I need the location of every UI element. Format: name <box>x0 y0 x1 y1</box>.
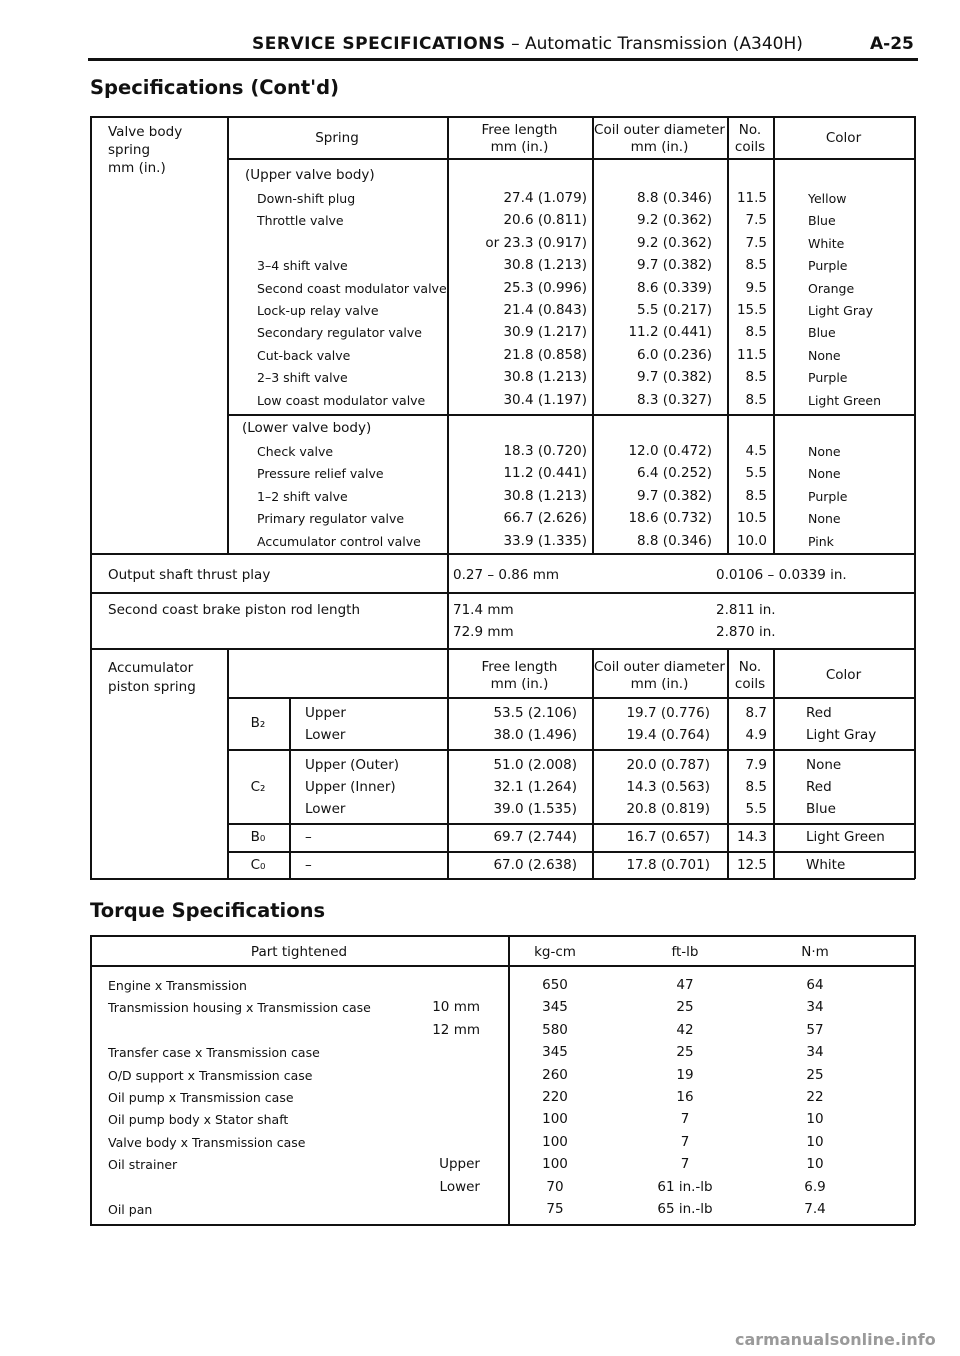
col-color: Color <box>825 130 862 146</box>
thrust-play-in: 0.0106 – 0.0339 in. <box>716 567 847 583</box>
valve-body-label: Valve body spring mm (in.) <box>108 124 183 176</box>
color-value: Purple <box>808 488 848 504</box>
col-coil-od: Coil outer diameter mm (in.) <box>594 122 725 155</box>
coil-od-value: 9.7 (0.382) <box>637 369 712 386</box>
torque-nm: 10 <box>806 1156 824 1173</box>
coil-od-value: 12.0 (0.472) <box>628 443 712 459</box>
coil-od-value: 6.0 (0.236) <box>637 346 712 363</box>
color-value: None <box>808 466 841 482</box>
torque-part: Oil pump x Transmission case <box>108 1090 294 1105</box>
upper-valve-body-title: (Upper valve body) <box>245 167 375 183</box>
position-label: Upper (Outer) <box>305 757 400 773</box>
col-coils: No. coils <box>734 122 766 155</box>
spring-name: Secondary regulator valve <box>257 325 422 341</box>
color-value: None <box>808 444 841 459</box>
color-value: Yellow <box>808 191 847 206</box>
col-free-length: Free length mm (in.) <box>481 122 558 155</box>
coils-value: 5.5 <box>745 801 767 817</box>
color-value: Light Gray <box>806 727 877 743</box>
thrust-play-label: Output shaft thrust play <box>108 567 271 583</box>
color-value: None <box>808 511 841 527</box>
page-header-title: SERVICE SPECIFICATIONS – Automatic Transmission (A340H) <box>252 34 803 54</box>
torque-nm: 34 <box>806 999 824 1016</box>
color-value: Light Green <box>806 829 885 845</box>
coil-od-value: 16.7 (0.657) <box>626 829 710 845</box>
free-length-value: 32.1 (1.264) <box>493 779 577 795</box>
coil-od-value: 5.5 (0.217) <box>637 302 712 318</box>
torque-kgcm: 100 <box>542 1111 568 1128</box>
torque-ftlb: 47 <box>676 977 694 993</box>
rod-length-in-1: 2.811 in. <box>716 602 776 618</box>
torque-ftlb: 7 <box>680 1156 690 1173</box>
coils-value: 8.5 <box>745 391 767 408</box>
torque-part: Transmission housing x Transmission case <box>108 1000 371 1016</box>
col-spring: Spring <box>315 130 359 146</box>
spring-name: 3–4 shift valve <box>257 258 348 274</box>
coil-od-value: 8.6 (0.339) <box>637 279 712 296</box>
coil-od-value: 18.6 (0.732) <box>628 510 712 527</box>
free-length-value: 39.0 (1.535) <box>493 801 577 817</box>
acc-col-coil-od: Coil outer diameter mm (in.) <box>594 659 725 692</box>
coils-value: 8.5 <box>745 324 767 341</box>
torque-ftlb: 16 <box>676 1089 694 1105</box>
group-label: C₀ <box>250 857 266 873</box>
free-length-value: 21.8 (0.858) <box>503 346 587 363</box>
torque-col-ftlb: ft-lb <box>671 944 699 960</box>
spring-name: Lock-up relay valve <box>257 303 379 318</box>
color-value: Light Gray <box>808 303 874 318</box>
color-value: White <box>806 857 846 873</box>
acc-col-free-length: Free length mm (in.) <box>481 659 558 692</box>
coils-value: 14.3 <box>736 829 767 845</box>
spring-name: Pressure relief valve <box>257 466 384 482</box>
torque-part: Oil pump body x Stator shaft <box>108 1112 289 1128</box>
acc-col-color: Color <box>825 667 862 683</box>
free-length-value: 67.0 (2.638) <box>493 857 577 873</box>
torque-nm: 10 <box>806 1133 824 1150</box>
free-length-value: 51.0 (2.008) <box>493 757 577 773</box>
coil-od-value: 11.2 (0.441) <box>628 324 712 341</box>
torque-nm: 22 <box>806 1089 824 1105</box>
position-label: – <box>305 857 312 873</box>
footer-watermark: carmanualsonline.info <box>735 1330 936 1349</box>
torque-col-kgcm: kg-cm <box>534 944 576 960</box>
spring-name: Check valve <box>257 444 334 459</box>
coils-value: 10.5 <box>736 510 767 527</box>
coil-od-value: 20.0 (0.787) <box>626 757 710 773</box>
torque-sub: 12 mm <box>432 1021 480 1038</box>
coil-od-value: 8.8 (0.346) <box>637 532 712 549</box>
torque-nm: 6.9 <box>804 1178 826 1195</box>
accumulator-label: Accumulator piston spring <box>108 660 196 695</box>
torque-nm: 34 <box>806 1044 824 1061</box>
torque-ftlb: 65 in.-lb <box>657 1201 713 1217</box>
torque-kgcm: 260 <box>542 1066 568 1083</box>
free-length-value: or 23.3 (0.917) <box>485 234 587 251</box>
free-length-value: 18.3 (0.720) <box>503 443 587 459</box>
torque-nm: 57 <box>806 1021 824 1038</box>
color-value: Light Green <box>808 392 882 408</box>
coil-od-value: 8.8 (0.346) <box>637 190 712 206</box>
coil-od-value: 9.2 (0.362) <box>637 234 712 251</box>
coils-value: 15.5 <box>736 302 767 318</box>
torque-col-nm: N·m <box>801 944 829 960</box>
free-length-value: 53.5 (2.106) <box>493 705 577 721</box>
color-value: None <box>808 347 841 363</box>
color-value: Pink <box>808 533 834 549</box>
spring-name: Low coast modulator valve <box>257 392 426 408</box>
spring-name: 1–2 shift valve <box>257 488 348 504</box>
torque-ftlb: 25 <box>676 1044 694 1061</box>
coils-value: 11.5 <box>736 190 767 206</box>
section-title-specifications: Specifications (Cont'd) <box>90 76 339 99</box>
rod-length-mm-1: 71.4 mm <box>453 602 514 618</box>
position-label: Upper <box>305 705 346 721</box>
torque-sub: Upper <box>439 1156 480 1173</box>
free-length-value: 69.7 (2.744) <box>493 829 577 845</box>
free-length-value: 20.6 (0.811) <box>503 212 587 229</box>
torque-kgcm: 220 <box>542 1089 568 1105</box>
torque-ftlb: 42 <box>676 1021 694 1038</box>
color-value: Red <box>806 779 832 795</box>
group-label: C₂ <box>250 779 266 795</box>
coil-od-value: 20.8 (0.819) <box>626 801 710 817</box>
acc-col-coils: No. coils <box>734 659 766 692</box>
color-value: Purple <box>808 370 848 386</box>
page-number: A-25 <box>870 34 914 54</box>
torque-kgcm: 70 <box>546 1178 564 1195</box>
coils-value: 11.5 <box>736 346 767 363</box>
thrust-play-mm: 0.27 – 0.86 mm <box>453 567 560 583</box>
free-length-value: 30.9 (1.217) <box>503 324 587 341</box>
position-label: Upper (Inner) <box>305 779 396 795</box>
coil-od-value: 17.8 (0.701) <box>626 857 710 873</box>
lower-valve-body-title: (Lower valve body) <box>242 420 372 436</box>
torque-nm: 64 <box>806 977 824 993</box>
coils-value: 8.5 <box>745 487 767 504</box>
header-rule <box>88 58 918 61</box>
color-value: Blue <box>808 213 836 229</box>
torque-ftlb: 25 <box>676 999 694 1016</box>
free-length-value: 66.7 (2.626) <box>503 510 587 527</box>
torque-part: Valve body x Transmission case <box>108 1134 306 1150</box>
coils-value: 8.5 <box>745 779 767 795</box>
color-value: Blue <box>808 325 836 341</box>
torque-kgcm: 100 <box>542 1156 568 1173</box>
group-label: B₀ <box>250 829 266 845</box>
coils-value: 9.5 <box>745 279 767 296</box>
free-length-value: 21.4 (0.843) <box>503 302 587 318</box>
coils-value: 8.7 <box>745 705 767 721</box>
color-value: White <box>808 235 845 251</box>
rod-length-label: Second coast brake piston rod length <box>108 602 361 618</box>
coil-od-value: 14.3 (0.563) <box>626 779 710 795</box>
free-length-value: 30.4 (1.197) <box>503 391 587 408</box>
coils-value: 12.5 <box>736 857 767 873</box>
free-length-value: 33.9 (1.335) <box>503 532 587 549</box>
coil-od-value: 9.2 (0.362) <box>637 212 712 229</box>
spring-name: Accumulator control valve <box>257 533 421 549</box>
group-label: B₂ <box>250 715 266 731</box>
spring-name: Cut-back valve <box>257 347 351 363</box>
spring-name: 2–3 shift valve <box>257 370 348 386</box>
coils-value: 5.5 <box>745 465 767 482</box>
position-label: Lower <box>305 801 346 817</box>
coils-value: 7.5 <box>745 234 767 251</box>
color-value: Red <box>806 705 832 721</box>
color-value: Blue <box>806 801 836 817</box>
free-length-value: 30.8 (1.213) <box>503 369 587 386</box>
coil-od-value: 8.3 (0.327) <box>637 391 712 408</box>
coils-value: 4.9 <box>745 727 767 743</box>
coils-value: 7.5 <box>745 212 767 229</box>
torque-kgcm: 345 <box>542 999 568 1016</box>
torque-ftlb: 61 in.-lb <box>657 1178 713 1195</box>
free-length-value: 38.0 (1.496) <box>493 727 577 743</box>
rod-length-mm-2: 72.9 mm <box>453 624 514 640</box>
torque-nm: 7.4 <box>804 1201 826 1217</box>
section-title-torque: Torque Specifications <box>90 899 326 922</box>
free-length-value: 30.8 (1.213) <box>503 257 587 274</box>
coil-od-value: 9.7 (0.382) <box>637 257 712 274</box>
spring-name: Down-shift plug <box>257 191 356 206</box>
coil-od-value: 9.7 (0.382) <box>637 487 712 504</box>
spring-name: Second coast modulator valve <box>257 280 447 296</box>
torque-ftlb: 7 <box>680 1133 690 1150</box>
torque-part: Oil pan <box>108 1202 153 1217</box>
rod-length-in-2: 2.870 in. <box>716 624 776 640</box>
color-value: None <box>806 757 842 773</box>
torque-part: Engine x Transmission <box>108 978 247 993</box>
coils-value: 7.9 <box>745 757 767 773</box>
coil-od-value: 19.7 (0.776) <box>626 705 710 721</box>
torque-kgcm: 650 <box>542 977 568 993</box>
spring-name: Primary regulator valve <box>257 511 405 527</box>
free-length-value: 30.8 (1.213) <box>503 487 587 504</box>
position-label: – <box>305 829 312 845</box>
coils-value: 10.0 <box>736 532 767 549</box>
position-label: Lower <box>305 727 346 743</box>
spring-name: Throttle valve <box>257 213 344 229</box>
torque-kgcm: 100 <box>542 1133 568 1150</box>
torque-nm: 25 <box>806 1066 824 1083</box>
free-length-value: 27.4 (1.079) <box>503 190 587 206</box>
torque-kgcm: 345 <box>542 1044 568 1061</box>
torque-part: Oil strainer <box>108 1157 178 1173</box>
coil-od-value: 6.4 (0.252) <box>637 465 712 482</box>
torque-nm: 10 <box>806 1111 824 1128</box>
coils-value: 8.5 <box>745 257 767 274</box>
torque-kgcm: 580 <box>542 1021 568 1038</box>
coils-value: 8.5 <box>745 369 767 386</box>
torque-ftlb: 19 <box>676 1066 694 1083</box>
torque-sub: 10 mm <box>432 999 480 1016</box>
torque-ftlb: 7 <box>680 1111 690 1128</box>
torque-part: Transfer case x Transmission case <box>108 1045 320 1061</box>
torque-col-part: Part tightened <box>250 944 348 960</box>
coil-od-value: 19.4 (0.764) <box>626 727 710 743</box>
torque-part: O/D support x Transmission case <box>108 1067 313 1083</box>
torque-sub: Lower <box>439 1178 480 1195</box>
free-length-value: 25.3 (0.996) <box>503 279 587 296</box>
coils-value: 4.5 <box>745 443 767 459</box>
color-value: Orange <box>808 280 855 296</box>
color-value: Purple <box>808 258 848 274</box>
free-length-value: 11.2 (0.441) <box>503 465 587 482</box>
torque-kgcm: 75 <box>546 1201 564 1217</box>
